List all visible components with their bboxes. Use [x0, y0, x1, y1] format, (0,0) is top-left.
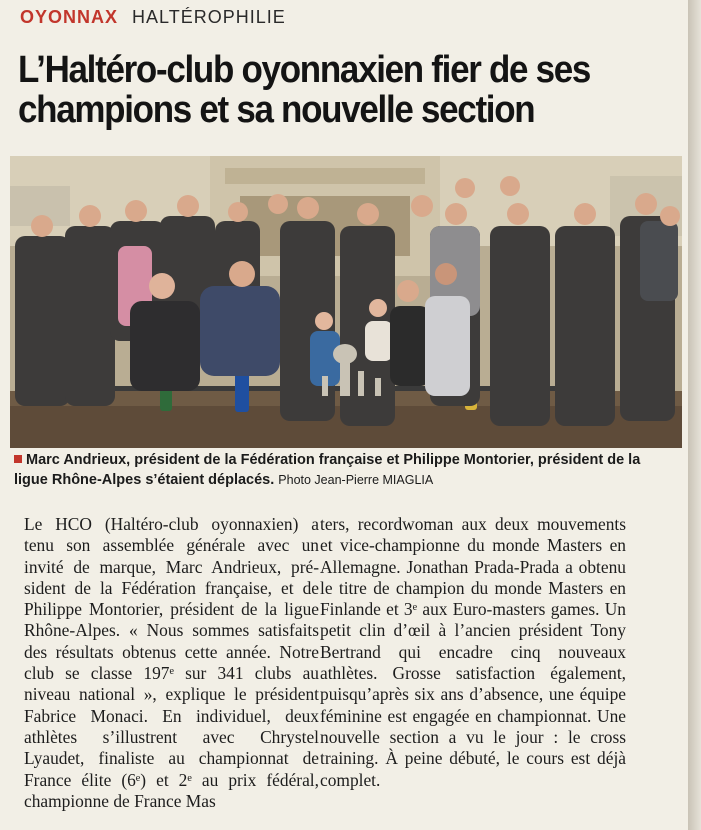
- photo-caption: [14, 450, 674, 490]
- kicker-city: OYONNAX: [20, 6, 119, 27]
- article-headline: L’Haltéro-club oyonnaxien fier de ses champions et sa nouvelle section: [18, 49, 591, 131]
- article-column-1: [24, 514, 319, 812]
- caption-bullet: [14, 455, 22, 463]
- article-text-col2: ters, recordwoman aux deux mouvements et vice-championne du monde Masters en Allemagne. Jonathan Prada-Prada a obtenu le titre de champion du monde Masters en Finlande et 3ᵉ aux Euro-masters games. Un petit clin d’œil à l’ancien président Tony Bertrand qui encadre cinq nouveaux athlètes. Grosse satisfaction également, puisqu’après six ans d’absence, une équipe féminine est engagée en championnat. Une nouvelle section a vu le jour : le cross training. À peine débuté, le cours est déjà complet.: [320, 514, 626, 790]
- photo-credit: Photo Jean-Pierre MIAGLIA: [278, 473, 434, 487]
- group-photo: [10, 156, 682, 448]
- article-column-2: [320, 514, 626, 791]
- section-kicker: [20, 4, 286, 30]
- caption-text: Marc Andrieux, président de la Fédération française et Philippe Montorier, président de la ligue Rhône-Alpes s’étaient déplacés.: [14, 452, 641, 488]
- article-text-col1: Le HCO (Haltéro-club oyonnaxien) a tenu son assemblée générale avec un invité de marque, Marc Andrieux, président de la Fédération française, et de Philippe Montorier, président de la ligue Rhône-Alpes. « Nous sommes satisfaits des résultats obtenus cette année. Notre club se classe 197ᵉ sur 341 clubs au niveau national », explique le président Fabrice Monaci. En individuel, deux athlètes s’illustrent avec Chrystel Lyaudet, finaliste au championnat de France élite (6ᵉ) et 2ᵉ au prix fédéral, championne de France Mas: [24, 514, 319, 811]
- page-edge: [688, 0, 701, 830]
- kicker-topic: HALTÉROPHILIE: [132, 6, 286, 27]
